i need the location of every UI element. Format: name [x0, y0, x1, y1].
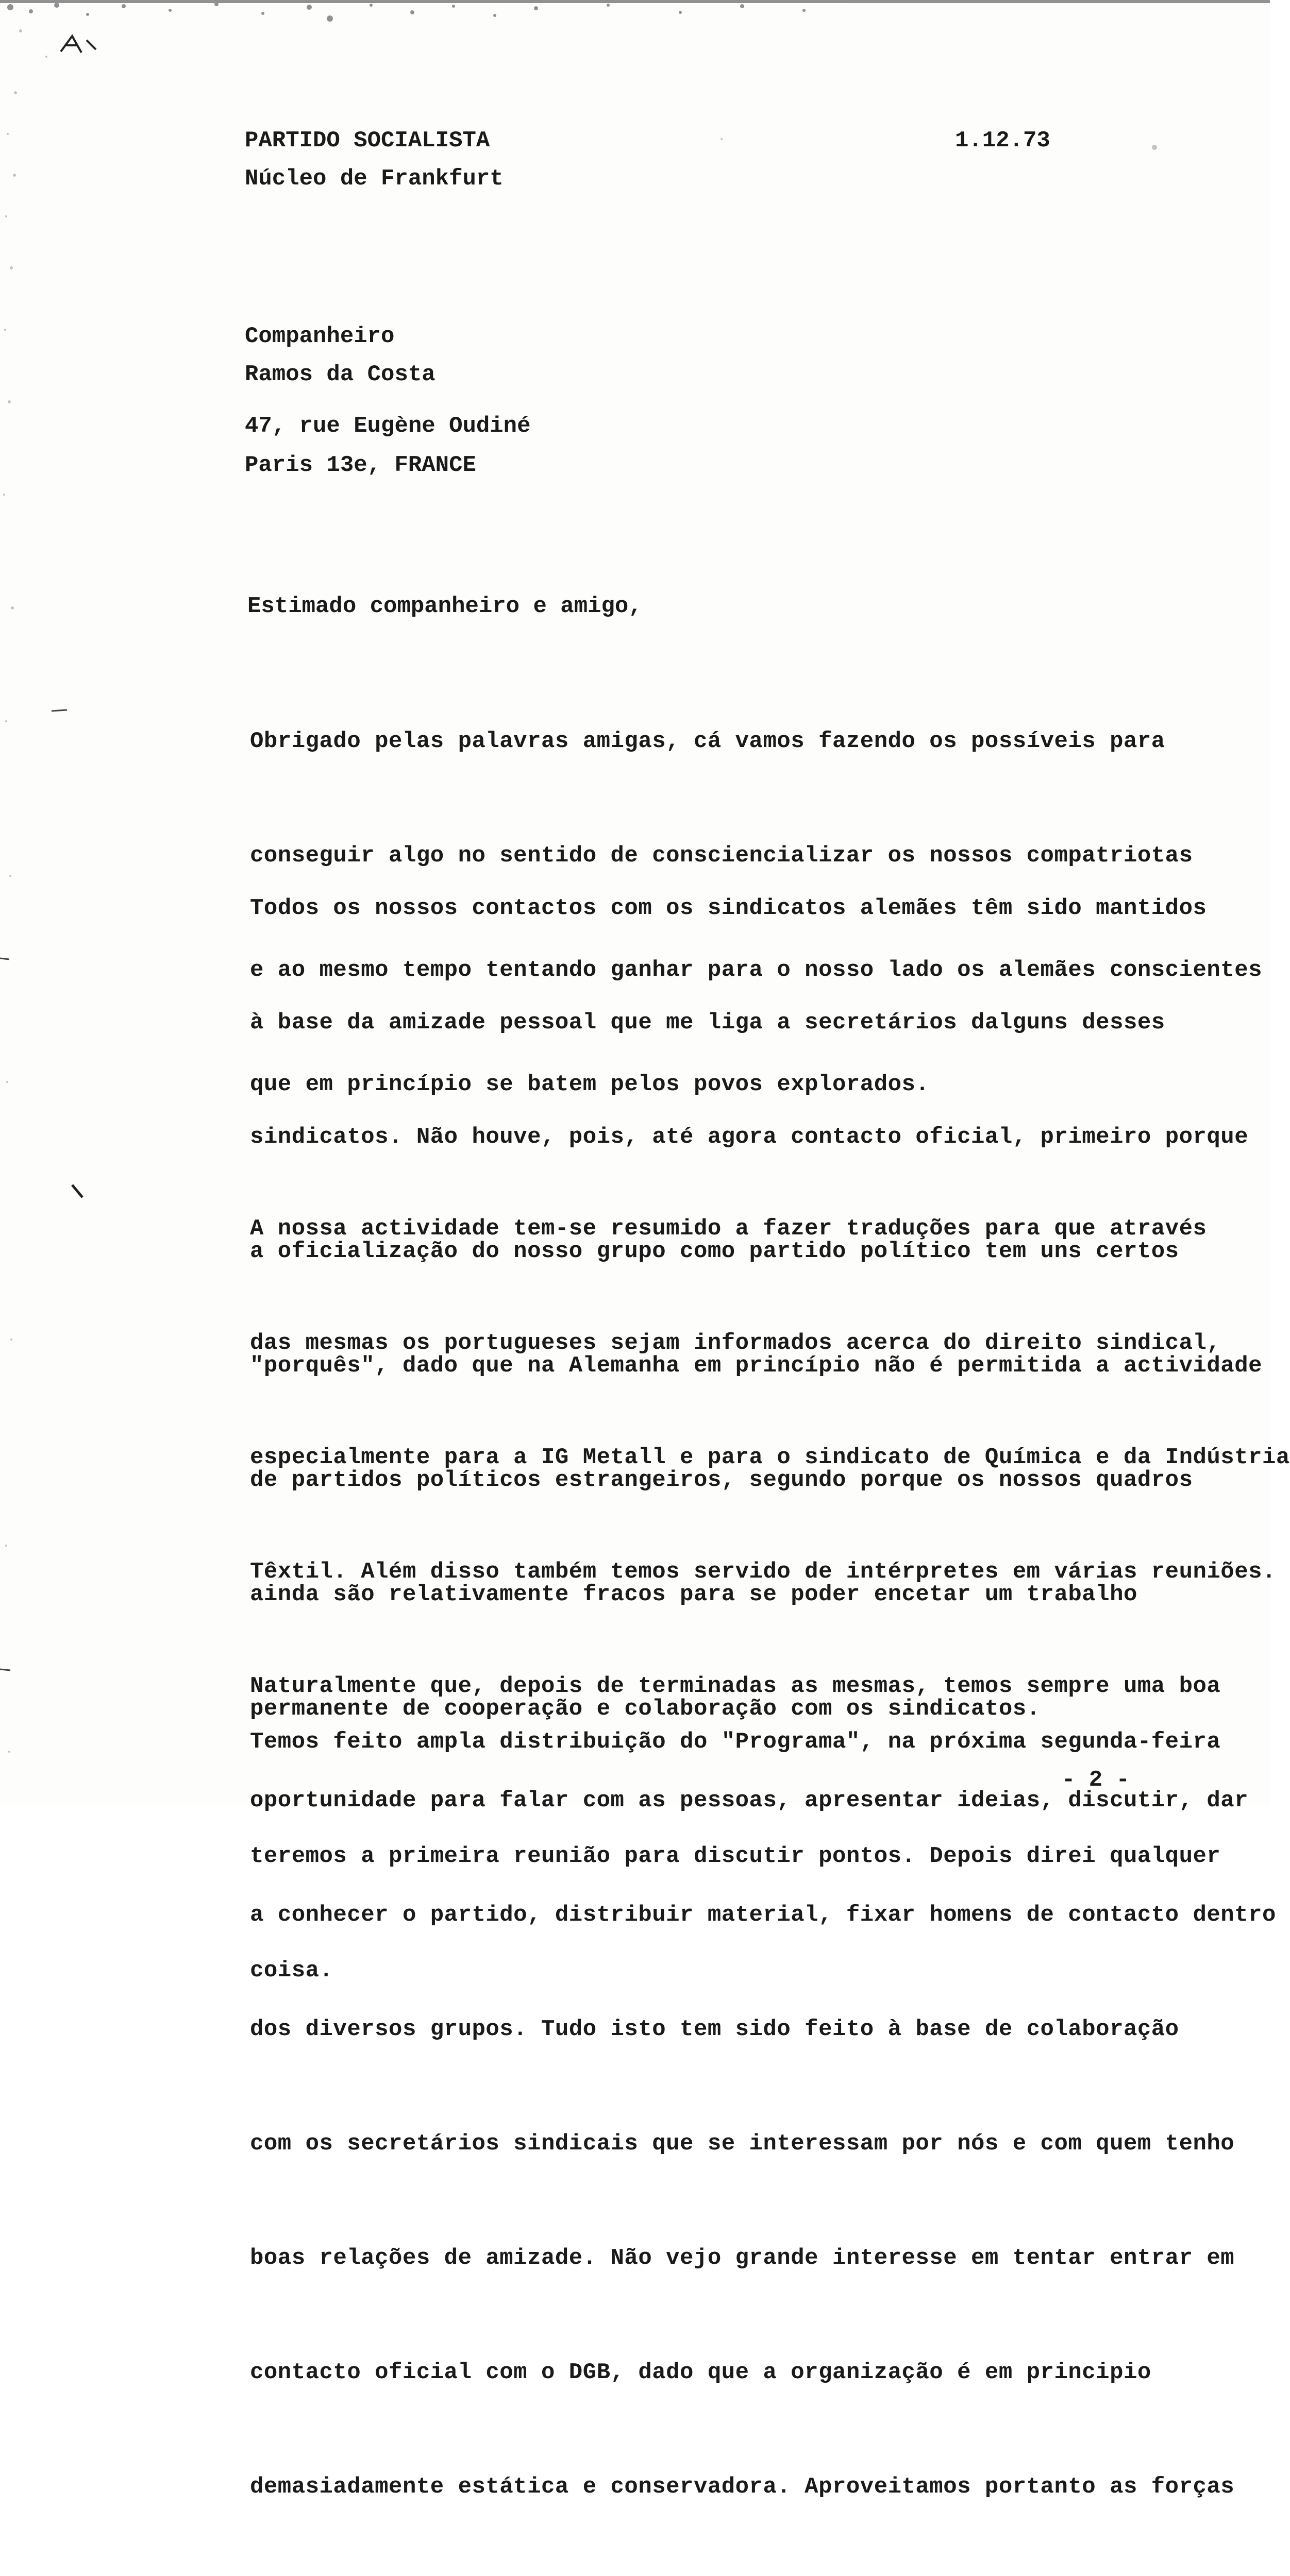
paragraph-line: demasiadamente estática e conservadora. Aproveitamos portanto as forças	[250, 2474, 1235, 2500]
recipient-name: Ramos da Costa	[245, 362, 435, 387]
paragraph-line: conseguir algo no sentido de consciencializar os nossos compatriotas	[250, 843, 1193, 869]
paragraph-line: teremos a primeira reunião para discutir pontos. Depois direi qualquer	[250, 1843, 1221, 1869]
paragraph-line: especialmente para a IG Metall e para o sindicato de Química e da Indústria	[250, 1445, 1290, 1470]
letter-date: 1.12.73	[955, 128, 1050, 154]
paragraph-line: Obrigado pelas palavras amigas, cá vamos fazendo os possíveis para	[250, 728, 1165, 754]
paragraph-line: A nossa actividade tem-se resumido a fazer traduções para que através	[250, 1216, 1207, 1242]
paragraph-line: a oficialização do nosso grupo como partido político tem uns certos	[250, 1239, 1179, 1264]
paragraph-line: dos diversos grupos. Tudo isto tem sido feito à base de colaboração	[250, 2016, 1179, 2042]
recipient-city: Paris 13e, FRANCE	[245, 452, 476, 478]
recipient-title: Companheiro	[245, 324, 395, 349]
paragraph-line: oportunidade para falar com as pessoas, apresentar ideias, discutir, dar	[250, 1788, 1249, 1814]
paragraph-line: Todos os nossos contactos com os sindicatos alemães têm sido mantidos	[250, 895, 1207, 921]
salutation: Estimado companheiro e amigo,	[247, 594, 642, 619]
paragraph-line: a conhecer o partido, distribuir material, fixar homens de contacto dentro	[250, 1902, 1276, 1928]
paragraph-4	[250, 1647, 1276, 2066]
paragraph-line: boas relações de amizade. Não vejo grande interesse em tentar entrar em	[250, 2245, 1235, 2271]
paragraph-line: e ao mesmo tempo tentando ganhar para o nosso lado os alemães conscientes	[250, 957, 1263, 983]
paragraph-line: sindicatos. Não houve, pois, até agora contacto oficial, primeiro porque	[250, 1124, 1249, 1150]
recipient-street: 47, rue Eugène Oudiné	[245, 413, 531, 439]
paragraph-line: Temos feito ampla distribuição do "Programa", na próxima segunda-feira	[250, 1729, 1221, 1755]
paragraph-line: contacto oficial com o DGB, dado que a organização é em principio	[250, 2360, 1151, 2385]
paragraph-line: "porquês", dado que na Alemanha em princípio não é permitida a actividade	[250, 1353, 1263, 1379]
paragraph-line: à base da amizade pessoal que me liga a secretários dalguns desses	[250, 1010, 1165, 1036]
page-number: - 2 -	[1062, 1767, 1130, 1793]
sender-name: PARTIDO SOCIALISTA	[245, 128, 490, 154]
paragraph-line: Naturalmente que, depois de terminadas as mesmas, temos sempre uma boa	[250, 1673, 1221, 1699]
paragraph-line: ainda são relativamente fracos para se poder encetar um trabalho	[250, 1582, 1137, 1607]
paragraph-line: Têxtil. Além disso também temos servido de intérpretes em várias reuniões.	[250, 1559, 1276, 1585]
paragraph-line: das mesmas os portugueses sejam informados acerca do direito sindical,	[250, 1330, 1221, 1356]
paragraph-line: que em princípio se batem pelos povos explorados.	[250, 1072, 930, 1097]
paragraph-line: de partidos políticos estrangeiros, segundo porque os nossos quadros	[250, 1467, 1193, 1493]
paragraph-line: permanente de cooperação e colaboração com os sindicatos.	[250, 1696, 1041, 1722]
paragraph-line: com os secretários sindicais que se interessam por nós e com quem tenho	[250, 2131, 1235, 2157]
paragraph-line: coisa.	[250, 1958, 333, 1984]
sender-branch: Núcleo de Frankfurt	[245, 166, 504, 192]
